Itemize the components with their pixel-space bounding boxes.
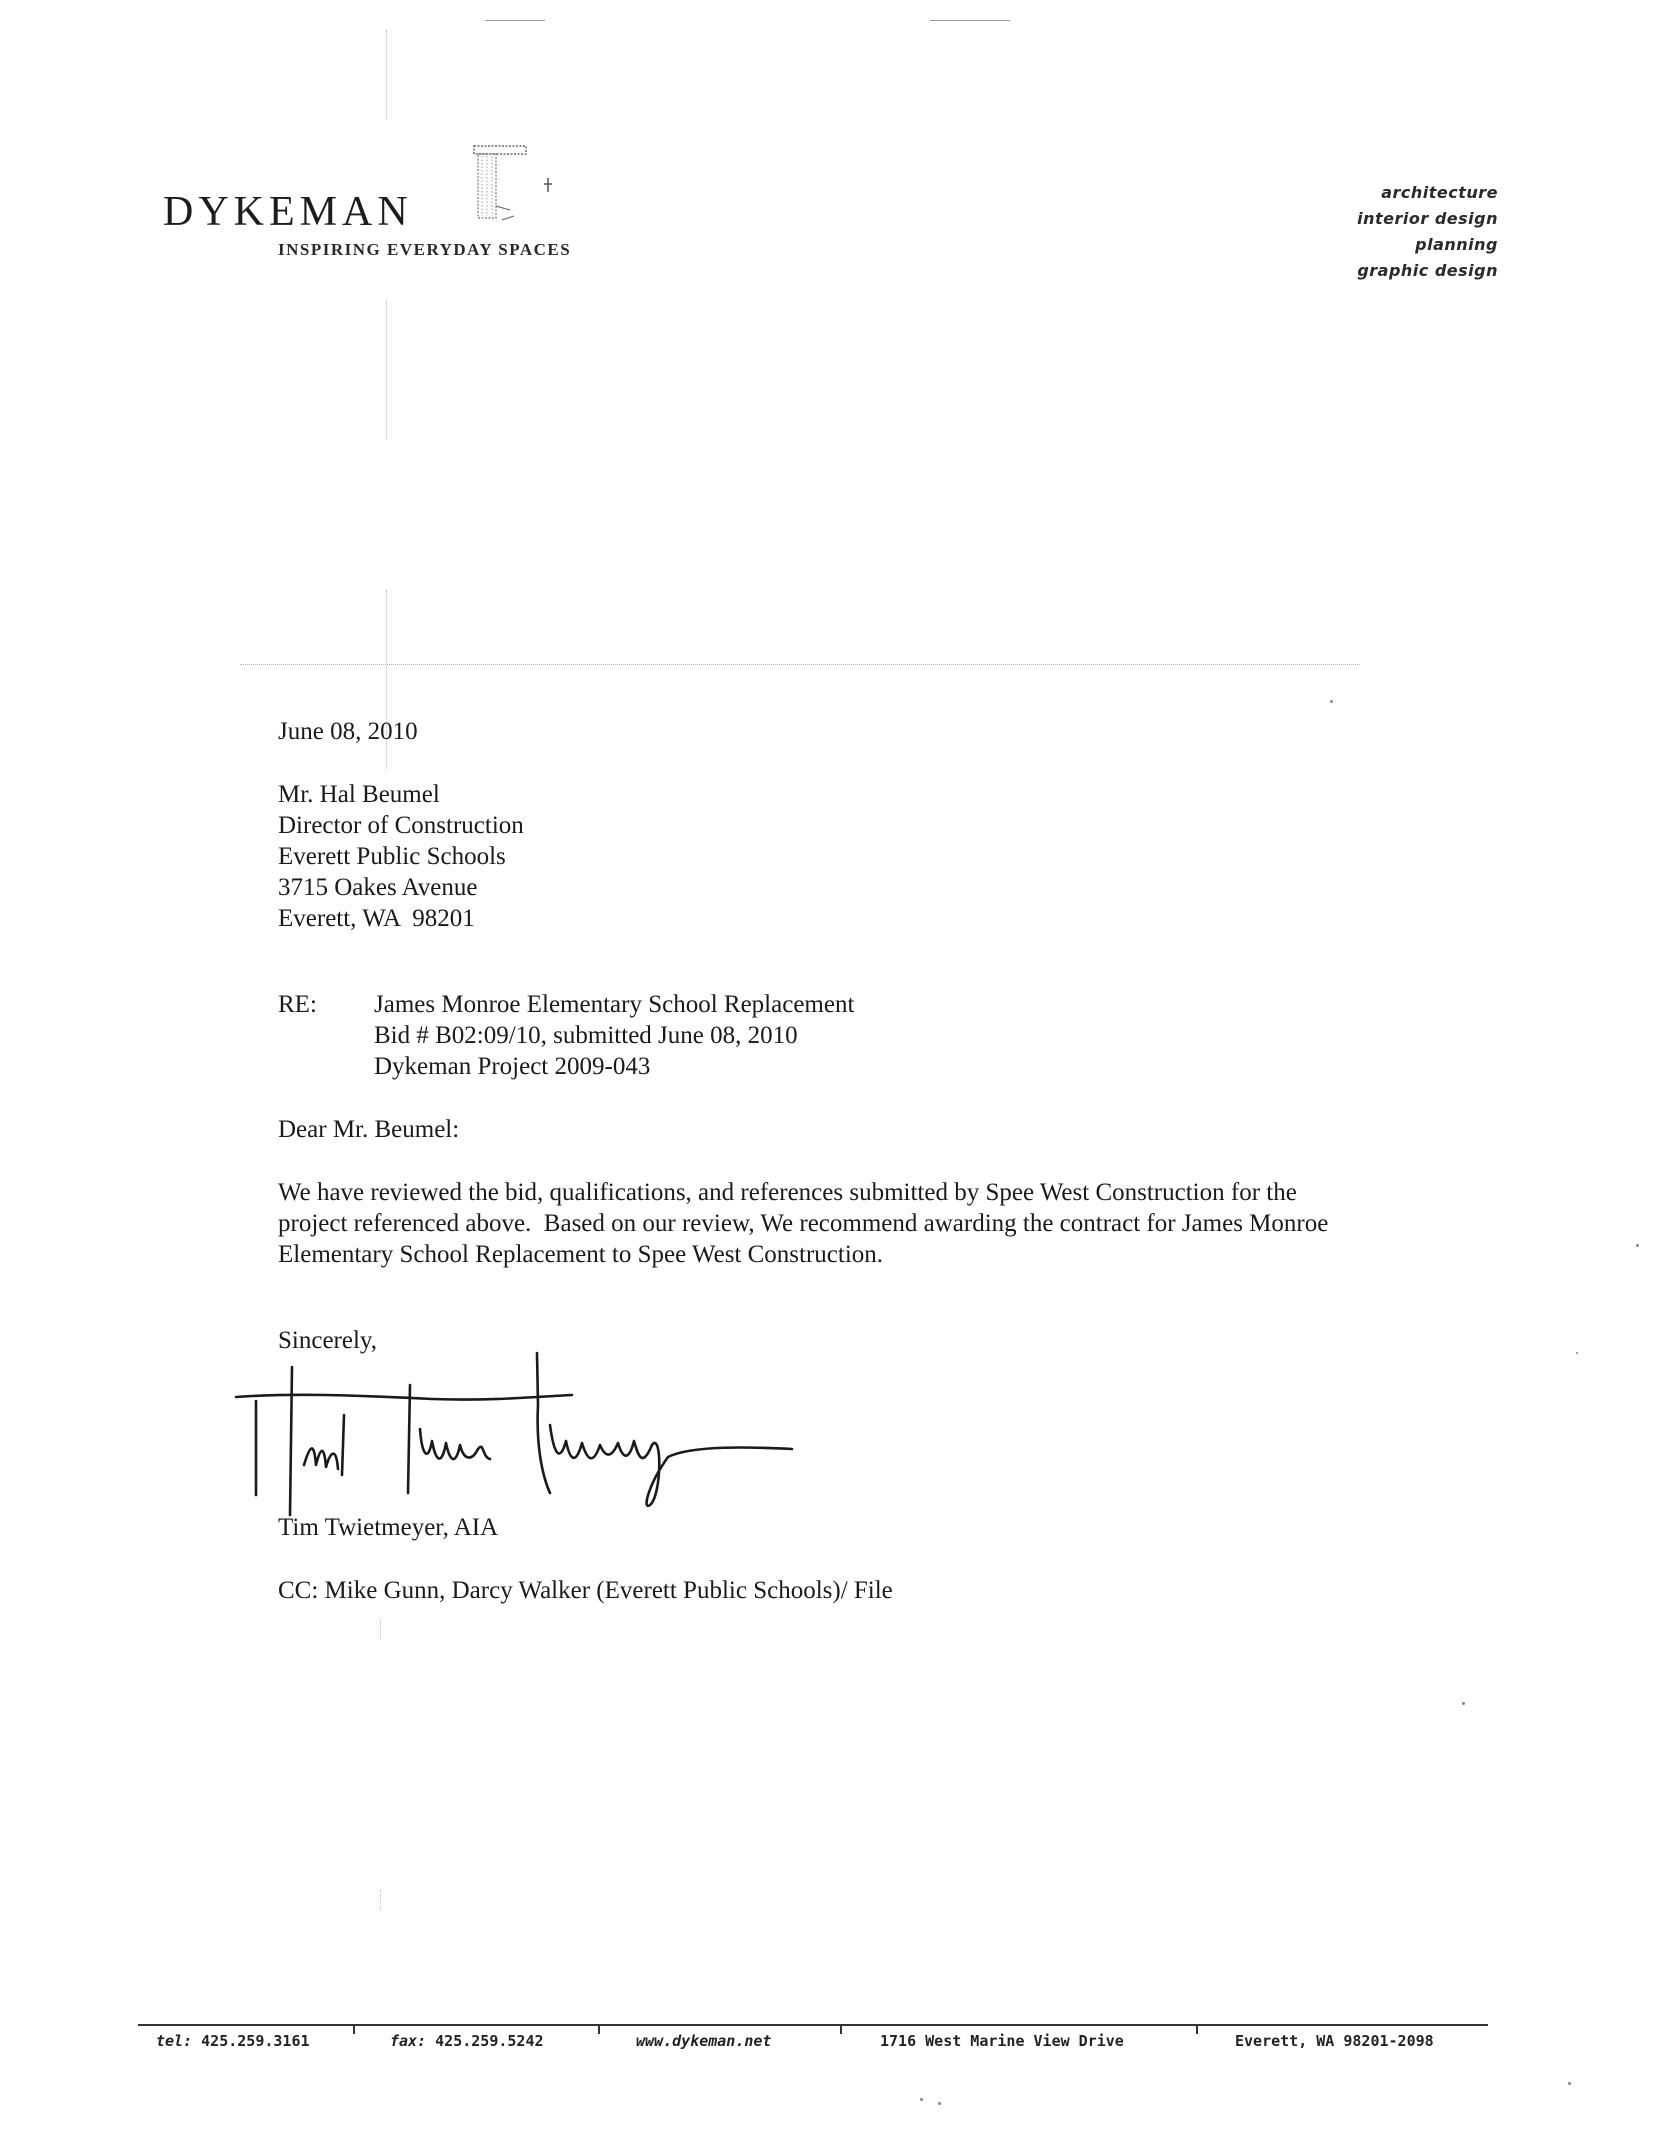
tel-number: 425.259.3161: [201, 2032, 310, 2050]
paragraph-line: We have reviewed the bid, qualifications, and references submitted by Spee West Construction for the: [278, 1179, 1297, 1206]
closing: Sincerely,: [278, 1327, 378, 1354]
recipient-line: Everett Public Schools: [278, 843, 506, 870]
scan-artifact-dots: [386, 300, 387, 440]
signer-name: Tim Twietmeyer, AIA: [278, 1514, 499, 1541]
re-line: James Monroe Elementary School Replacement: [374, 991, 855, 1018]
service-item: planning: [1415, 235, 1498, 254]
letter-paragraph: [278, 1177, 1428, 1270]
re-line: Dykeman Project 2009-043: [374, 1053, 651, 1080]
recipient-line: 3715 Oakes Avenue: [278, 874, 478, 901]
scan-artifact-dots: [380, 1620, 381, 1640]
footer-street: 1716 West Marine View Drive: [880, 2032, 1124, 2050]
footer-tel: [156, 2032, 310, 2050]
recipient-line: Director of Construction: [278, 812, 524, 839]
footer-divider: [840, 2024, 842, 2034]
fax-number: 425.259.5242: [435, 2032, 544, 2050]
recipient-line: Mr. Hal Beumel: [278, 781, 440, 808]
scan-artifact-line: [930, 20, 1010, 21]
scan-speck: [1568, 2082, 1571, 2085]
cc-line: CC: Mike Gunn, Darcy Walker (Everett Public Schools)/ File: [278, 1577, 893, 1604]
scan-artifact-line: [485, 20, 545, 21]
services-list: [1357, 180, 1498, 284]
paragraph-line: project referenced above. Based on our review, We recommend awarding the contract for James Monroe: [278, 1210, 1329, 1237]
scan-artifact-dots: [240, 664, 1360, 665]
footer-website: www.dykeman.net: [636, 2032, 772, 2050]
company-name: DYKEMAN: [163, 189, 413, 235]
scan-speck: [1576, 1352, 1578, 1354]
scan-speck: [920, 2098, 923, 2101]
recipient-address: [278, 779, 524, 934]
footer-fax: [390, 2032, 544, 2050]
paragraph-line: Elementary School Replacement to Spee West Construction.: [278, 1241, 884, 1268]
scan-speck: [1462, 1702, 1465, 1705]
recipient-line: Everett, WA 98201: [278, 905, 475, 932]
letter-date: June 08, 2010: [278, 718, 418, 745]
scan-artifact-dots: [380, 1890, 381, 1910]
company-logo-mark-icon: [470, 140, 552, 232]
scan-artifact-dots: [386, 30, 387, 120]
footer-contact: [138, 2032, 1488, 2058]
footer-divider: [598, 2024, 600, 2034]
scan-speck: [1636, 1244, 1639, 1247]
re-subject: [374, 989, 854, 1082]
footer-divider: [353, 2024, 355, 2034]
company-tagline: INSPIRING EVERYDAY SPACES: [278, 240, 572, 259]
handwritten-signature: [232, 1345, 802, 1540]
re-label: RE:: [278, 991, 317, 1018]
service-item: interior design: [1357, 209, 1498, 228]
service-item: architecture: [1381, 183, 1498, 202]
tel-label: tel:: [156, 2032, 193, 2050]
footer-city: Everett, WA 98201-2098: [1235, 2032, 1434, 2050]
footer-rule: [138, 2024, 1488, 2026]
fax-label: fax:: [390, 2032, 427, 2050]
scan-speck: [1330, 700, 1333, 703]
re-line: Bid # B02:09/10, submitted June 08, 2010: [374, 1022, 798, 1049]
scan-speck: [938, 2102, 941, 2105]
service-item: graphic design: [1357, 261, 1498, 280]
footer-divider: [1196, 2024, 1198, 2034]
salutation: Dear Mr. Beumel:: [278, 1116, 460, 1143]
